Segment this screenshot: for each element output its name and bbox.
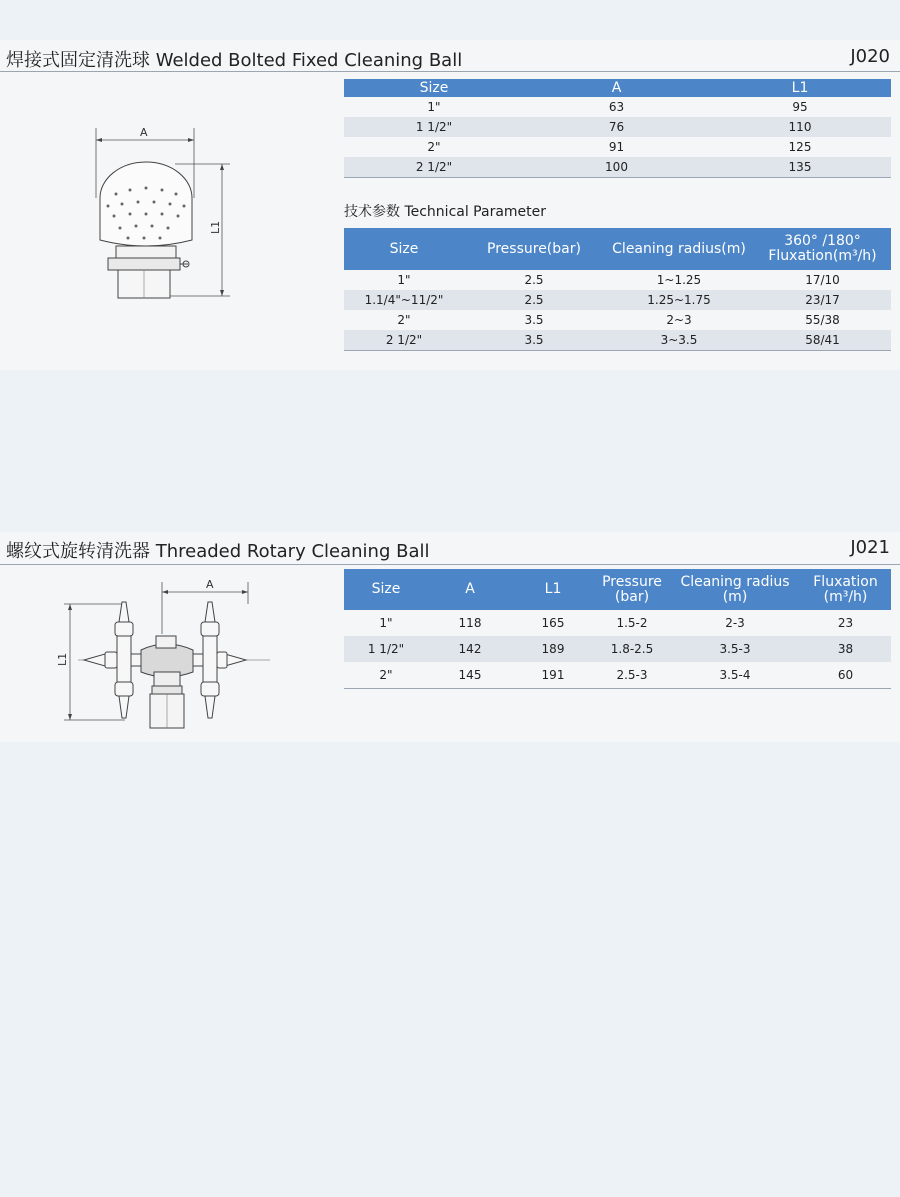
section-j021-code: J021 (850, 537, 890, 558)
cell-radius: 3.5-4 (670, 662, 800, 688)
dimension-l1-label: L1 (56, 652, 69, 666)
header-fluxation-angle: 360° /180° (784, 233, 861, 249)
cell-size: 2" (427, 140, 441, 154)
cell-a: 100 (524, 157, 709, 178)
dimension-l1-label: L1 (209, 220, 222, 234)
header-pressure-unit: (bar) (614, 588, 650, 605)
cell-size: 2" (397, 313, 411, 327)
cell-size: 1" (397, 273, 411, 287)
cell-radius: 1~1.25 (656, 273, 702, 287)
table-row (344, 330, 891, 351)
cell-radius: 3.5-3 (670, 636, 800, 662)
cell-l1: 110 (709, 117, 891, 137)
cell-a: 91 (608, 140, 625, 154)
section-j020-rule (0, 71, 900, 72)
cell-a: 145 (428, 662, 512, 688)
fixed-cleaning-ball-drawing (80, 118, 240, 308)
cell-pressure: 3.5 (524, 313, 544, 327)
header-fluxation-unit: (m³/h) (823, 588, 868, 605)
header-fluxation (754, 228, 891, 270)
section-j021-title: 螺纹式旋转清洗器 Threaded Rotary Cleaning Ball (6, 541, 430, 562)
header-cleaning-radius: Cleaning radius(m) (604, 228, 754, 270)
cell-size: 1.1/4"~11/2" (344, 290, 464, 310)
cell-radius: 3~3.5 (604, 330, 754, 351)
cell-radius: 2~3 (666, 313, 692, 327)
cell-size: 2" (344, 662, 428, 688)
header-cleaning-radius (670, 569, 800, 610)
header-l1: L1 (709, 79, 891, 97)
cell-size: 1" (379, 616, 393, 630)
cell-fluxation: 23 (837, 616, 854, 630)
cell-size: 1 1/2" (344, 636, 428, 662)
section-j020-title: 焊接式固定清洗球 Welded Bolted Fixed Cleaning Ball (6, 50, 463, 71)
table-row (344, 117, 891, 137)
cell-a: 63 (608, 100, 625, 114)
header-pressure-label: Pressure (602, 573, 662, 590)
cell-size: 1 1/2" (344, 117, 524, 137)
cell-pressure: 1.8-2.5 (594, 636, 670, 662)
cell-fluxation: 17/10 (805, 273, 840, 287)
cell-pressure: 2.5 (464, 290, 604, 310)
header-fluxation-unit: Fluxation(m³/h) (768, 248, 877, 264)
cell-l1: 125 (788, 140, 812, 154)
table-row (344, 310, 891, 330)
cell-l1: 135 (709, 157, 891, 178)
cell-fluxation: 55/38 (805, 313, 840, 327)
cell-size: 2 1/2" (344, 157, 524, 178)
j021-spec-table (344, 569, 891, 689)
header-a: A (428, 569, 512, 610)
cell-l1: 165 (541, 616, 565, 630)
cell-pressure: 3.5 (464, 330, 604, 351)
table-row (344, 157, 891, 178)
cell-pressure: 1.5-2 (616, 616, 648, 630)
header-a: A (524, 79, 709, 97)
cell-fluxation: 60 (800, 662, 891, 688)
technical-parameter-title: 技术参数 Technical Parameter (344, 204, 547, 220)
cell-size: 2 1/2" (344, 330, 464, 351)
header-size: Size (344, 79, 524, 97)
j020-technical-table (344, 228, 891, 351)
cell-l1: 191 (512, 662, 594, 688)
table-row (344, 636, 891, 662)
cell-l1: 189 (512, 636, 594, 662)
cell-a: 118 (458, 616, 482, 630)
header-radius-label: Cleaning radius (680, 573, 790, 590)
header-pressure (594, 569, 670, 610)
cell-pressure: 2.5-3 (594, 662, 670, 688)
table-row (344, 610, 891, 636)
section-j021-rule (0, 564, 900, 565)
cell-size: 1" (427, 100, 441, 114)
header-size: Size (344, 569, 428, 610)
cell-radius: 2-3 (725, 616, 745, 630)
table-row (344, 290, 891, 310)
table-row (344, 662, 891, 688)
table-row (344, 270, 891, 290)
cell-a: 76 (524, 117, 709, 137)
dimension-a-label: A (140, 126, 148, 139)
cell-radius: 1.25~1.75 (604, 290, 754, 310)
rotary-cleaning-ball-drawing (50, 574, 280, 734)
cell-pressure: 2.5 (524, 273, 544, 287)
header-l1: L1 (512, 569, 594, 610)
cell-l1: 95 (792, 100, 808, 114)
header-fluxation-label: Fluxation (813, 573, 878, 590)
cell-fluxation: 58/41 (754, 330, 891, 351)
table-row (344, 137, 891, 157)
header-radius-unit: (m) (722, 588, 748, 605)
section-j020-code: J020 (850, 46, 890, 67)
cell-fluxation: 23/17 (754, 290, 891, 310)
header-fluxation (800, 569, 891, 610)
cell-a: 142 (428, 636, 512, 662)
j020-dimension-table (344, 79, 891, 178)
cell-fluxation: 38 (800, 636, 891, 662)
header-size: Size (344, 228, 464, 270)
dimension-a-label: A (206, 578, 214, 591)
header-pressure: Pressure(bar) (464, 228, 604, 270)
table-row (344, 97, 891, 117)
